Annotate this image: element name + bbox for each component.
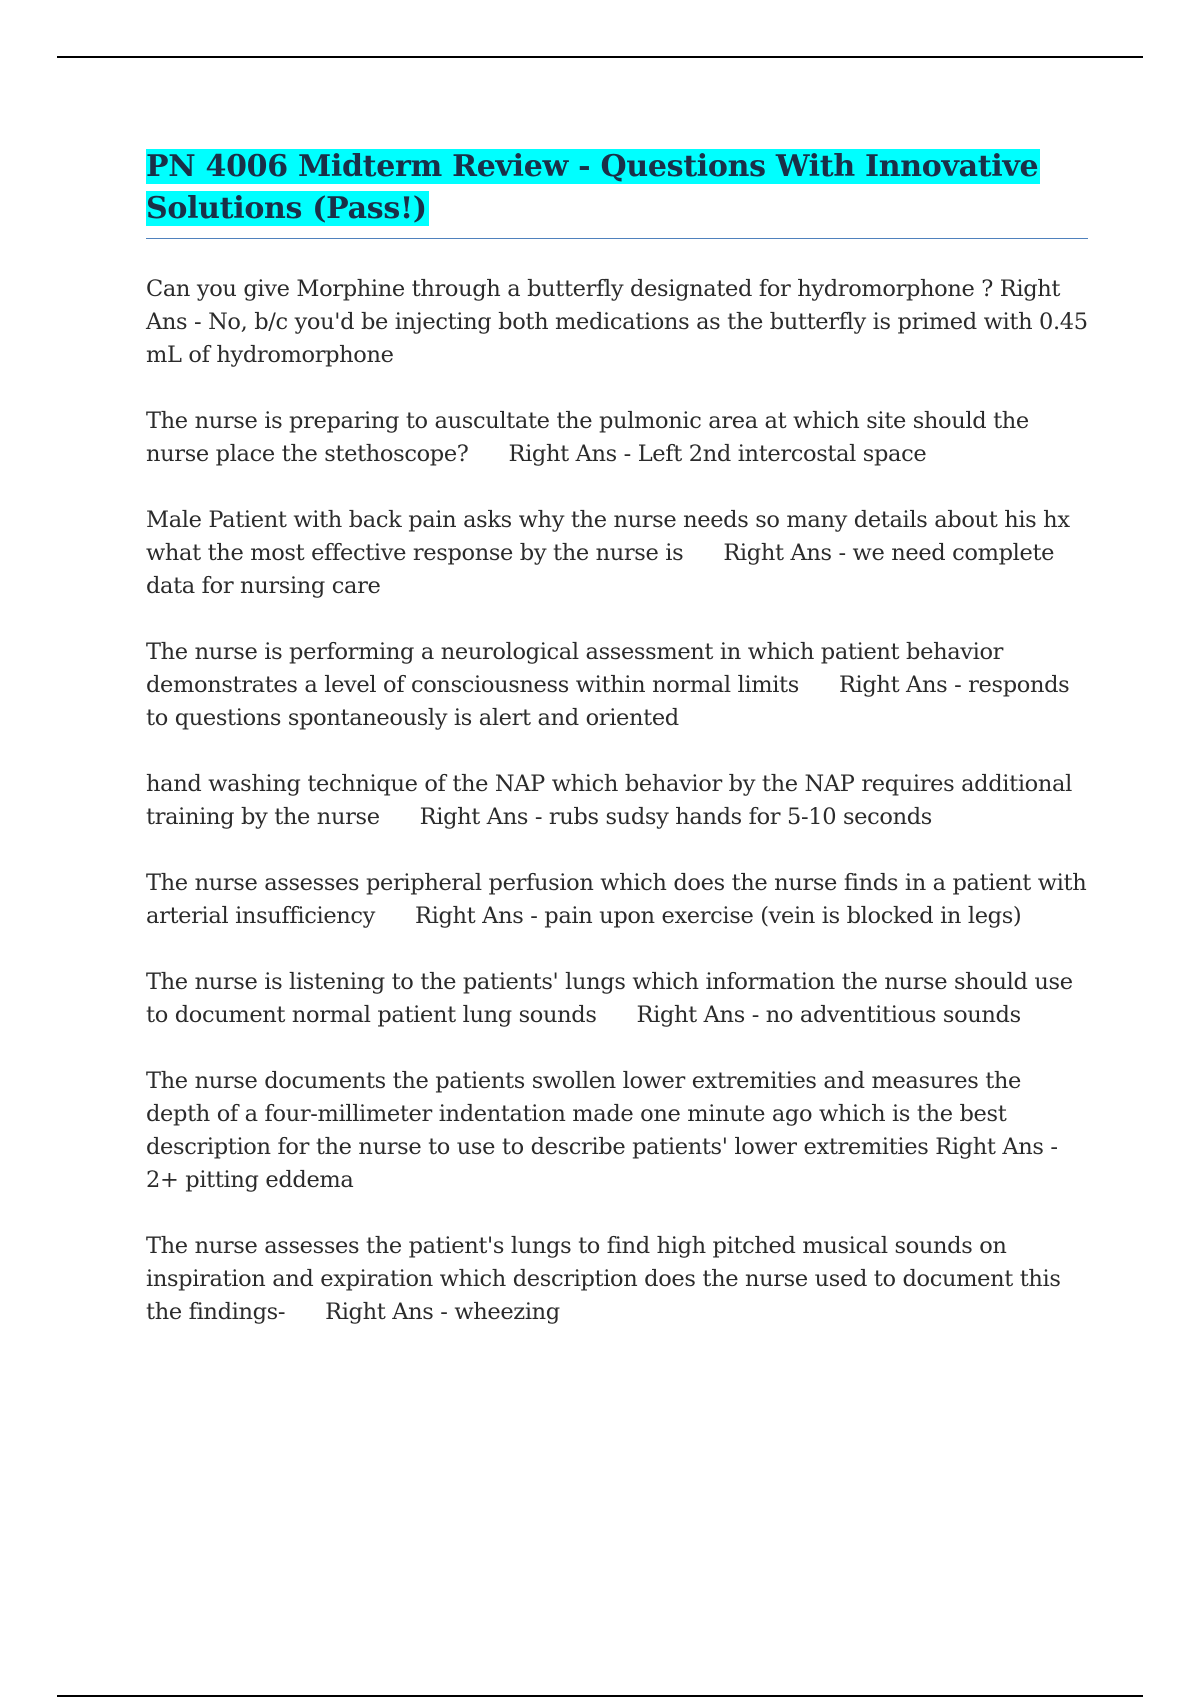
answer-prefix: Right Ans - — [838, 672, 969, 698]
answer-text: we need complete data for nursing care — [146, 540, 1055, 599]
answer-text: No, b/c you'd be injecting both medications as the butterfly is primed with 0.45 mL of hydromorphone — [146, 309, 1088, 368]
answer-prefix: Right Ans - — [508, 441, 638, 467]
answer-text: rubs sudsy hands for 5-10 seconds — [548, 804, 932, 830]
question-text: Male Patient with back pain asks why the nurse needs so many details about his hx what the most effective response by the nurse is — [146, 507, 1070, 566]
question-text: The nurse is preparing to auscultate the pulmonic area at which site should the nurse place the stethoscope? — [146, 408, 1029, 467]
answer-prefix: Right Ans - — [419, 804, 549, 830]
question-text: The nurse is listening to the patients' lungs which information the nurse should use to document normal patient lung sounds — [146, 969, 1073, 1028]
qa-item — [146, 1230, 1088, 1329]
qa-item — [146, 867, 1088, 933]
header-rule — [57, 56, 1143, 58]
answer-prefix: Right Ans - — [723, 540, 853, 566]
title-underline — [146, 238, 1088, 239]
document-title — [146, 146, 1088, 230]
document-body — [146, 146, 1088, 1362]
answer-text: wheezing — [454, 1299, 560, 1325]
question-text: The nurse assesses peripheral perfusion which does the nurse finds in a patient with arterial insufficiency — [146, 870, 1087, 929]
footer-rule — [57, 1695, 1143, 1697]
question-text: The nurse assesses the patient's lungs to find high pitched musical sounds on inspiration and expiration which description does the nurse used to document this the findings- — [146, 1233, 1061, 1325]
answer-text: Left 2nd intercostal space — [637, 441, 927, 467]
question-text: The nurse documents the patients swollen lower extremities and measures the depth of a four-millimeter indentation made one minute ago which is the best description for the nurse to use to describe patients' lower extremities — [146, 1068, 1022, 1160]
answer-text: no adventitious sounds — [765, 1002, 1021, 1028]
answer-text: 2+ pitting eddema — [146, 1167, 354, 1193]
answer-prefix: Right Ans - — [325, 1299, 455, 1325]
document-title-text: PN 4006 Midterm Review - Questions With Innovative Solutions (Pass!) — [146, 149, 1039, 226]
question-text: Can you give Morphine through a butterfly designated for hydromorphone ? — [146, 276, 993, 302]
question-text: The nurse is performing a neurological assessment in which patient behavior demonstrates a level of consciousness within normal limits — [146, 639, 1004, 698]
answer-prefix: Right Ans - — [636, 1002, 766, 1028]
answer-prefix: Right Ans - — [415, 903, 545, 929]
answer-text: pain upon exercise (vein is blocked in legs) — [544, 903, 1022, 929]
qa-item — [146, 966, 1088, 1032]
answer-prefix: Right Ans - — [146, 276, 1061, 335]
qa-list — [146, 273, 1088, 1329]
answer-text: responds to questions spontaneously is alert and oriented — [146, 672, 1070, 731]
qa-item — [146, 636, 1088, 735]
qa-item — [146, 768, 1088, 834]
answer-prefix: Right Ans - — [935, 1134, 1058, 1160]
qa-item — [146, 405, 1088, 471]
qa-item — [146, 1065, 1088, 1197]
qa-item — [146, 504, 1088, 603]
qa-item — [146, 273, 1088, 372]
question-text: hand washing technique of the NAP which behavior by the NAP requires additional training by the nurse — [146, 771, 1072, 830]
